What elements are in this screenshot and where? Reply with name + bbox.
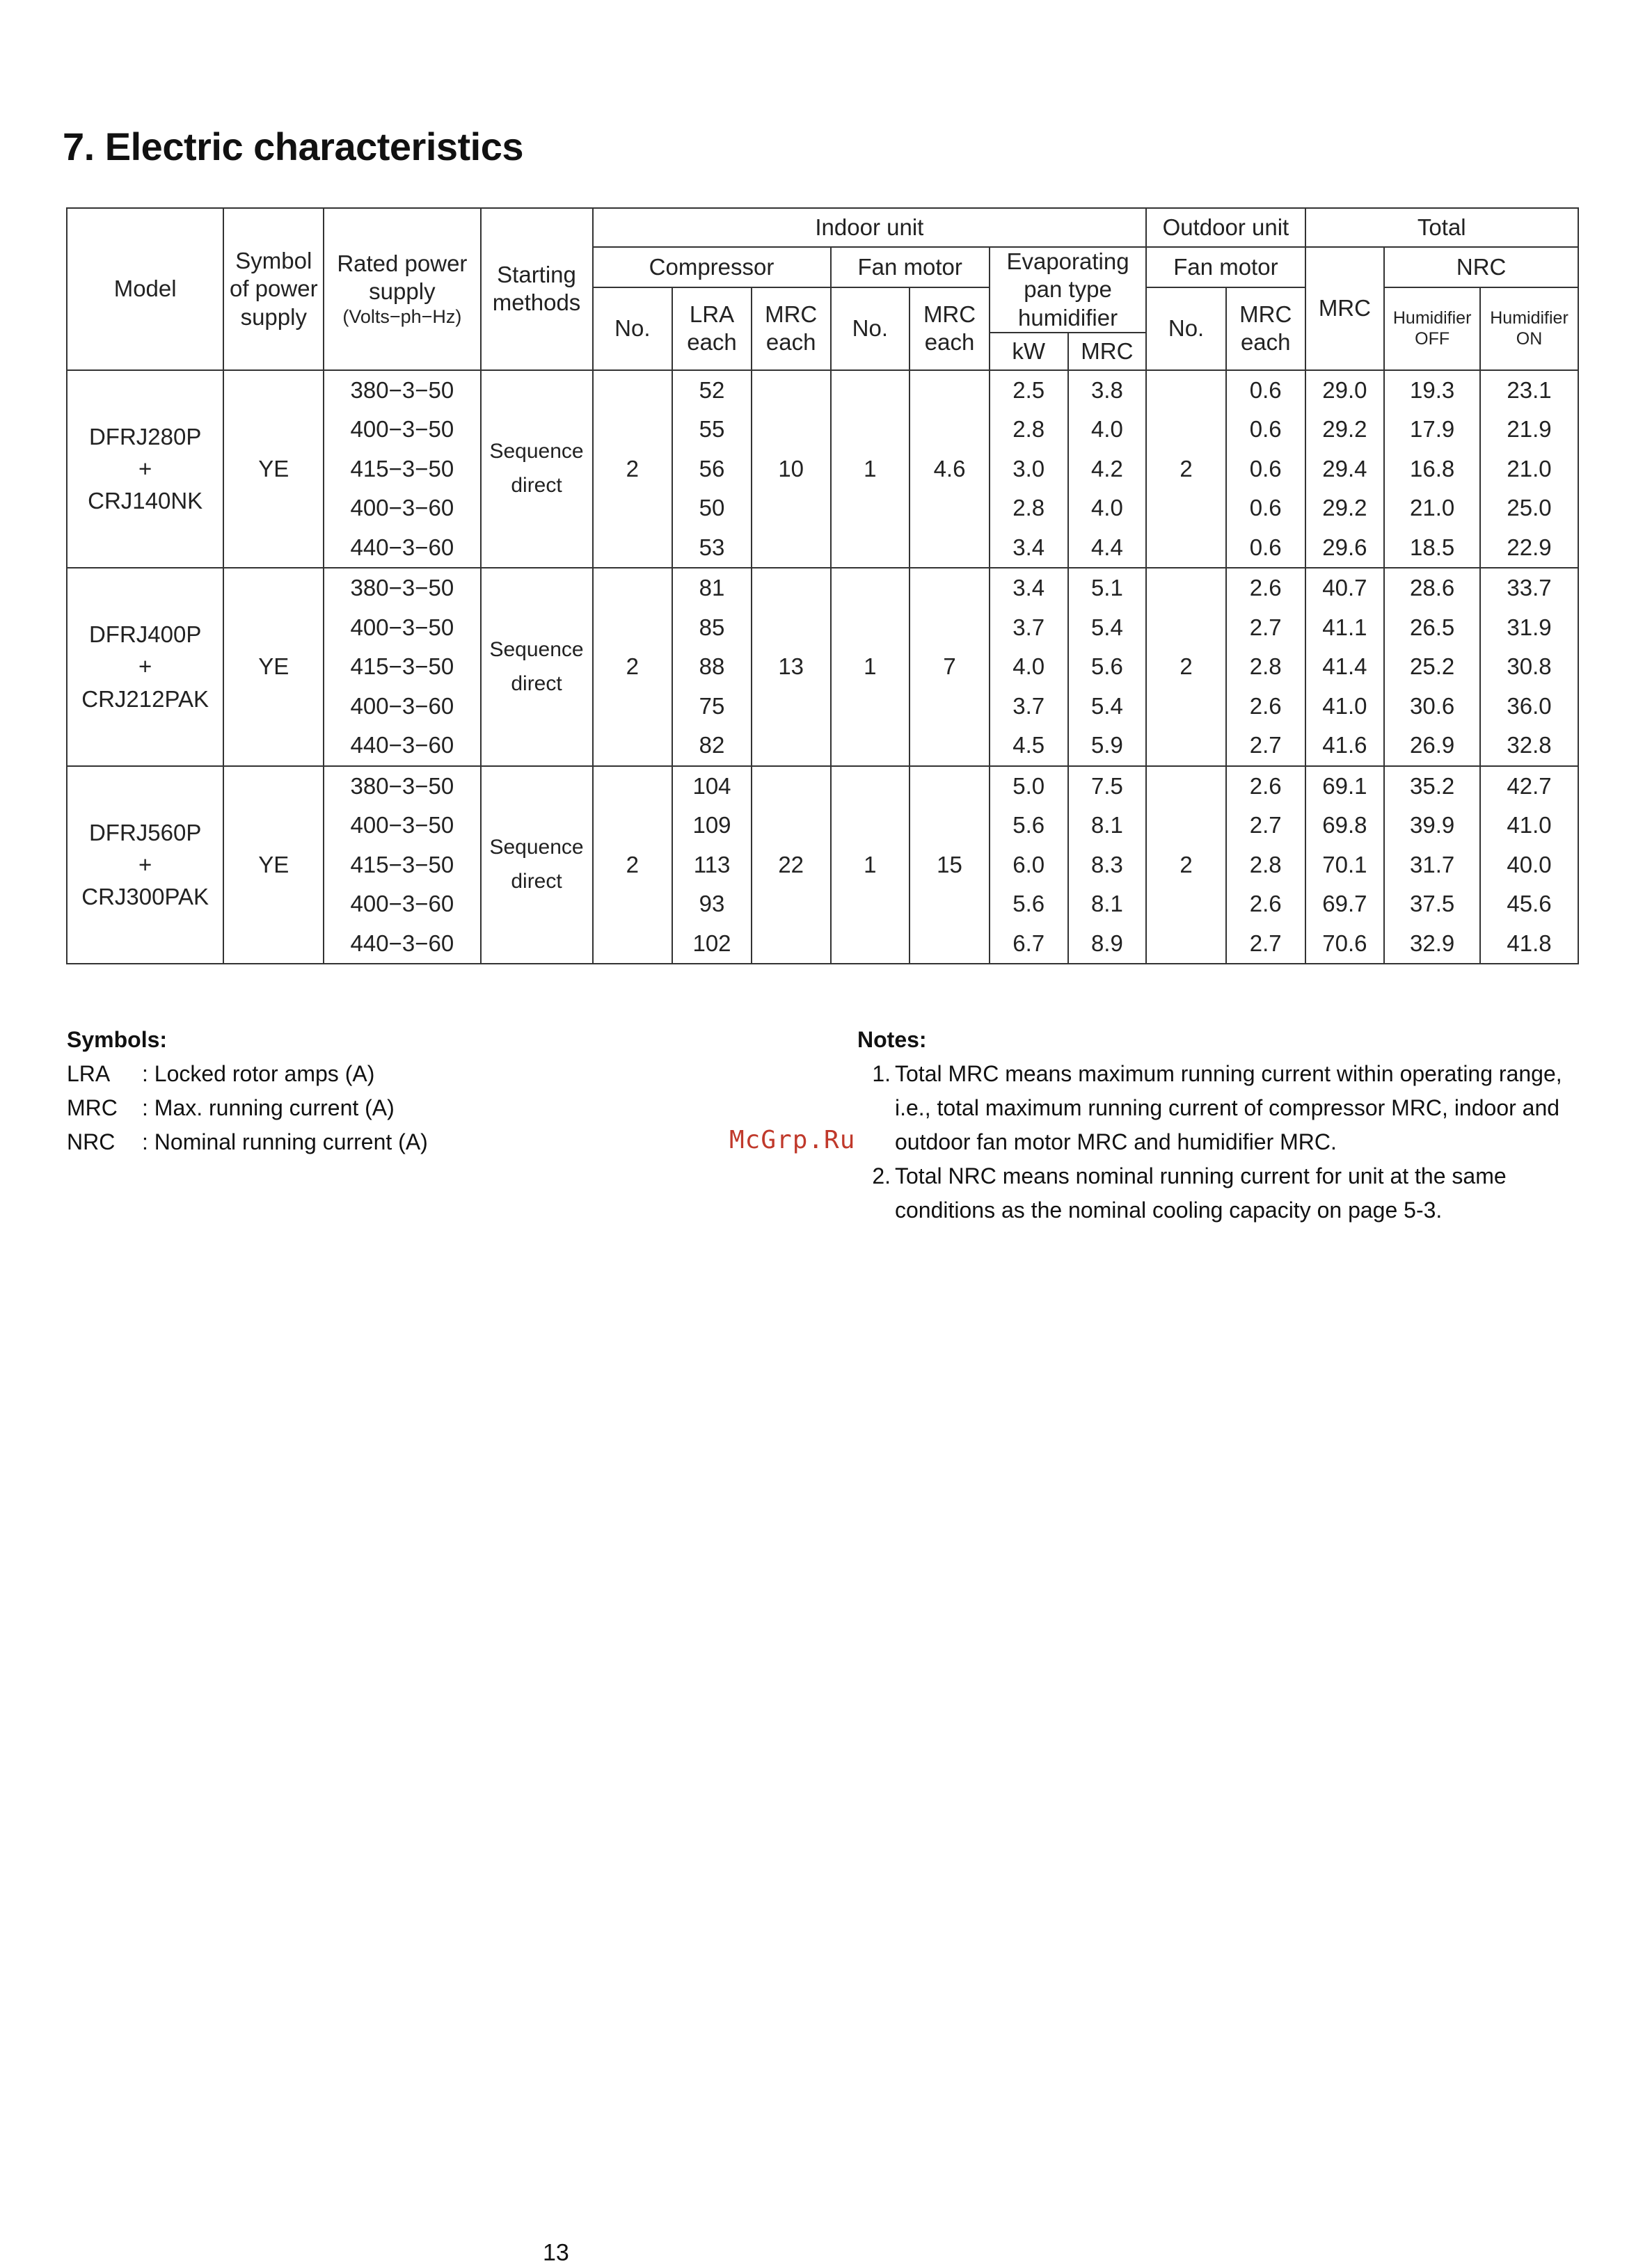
- header-rated: [324, 208, 480, 370]
- power-supply-cell: 415−3−50: [324, 450, 480, 489]
- symbols-heading: Symbols:: [67, 1027, 168, 1052]
- humidifier-kw-cell: 3.7: [990, 687, 1068, 726]
- lra-cell: 50: [672, 488, 752, 528]
- humidifier-kw-cell: 4.5: [990, 726, 1068, 766]
- header-symbol: [223, 208, 324, 370]
- symbol-cell: YE: [223, 766, 324, 964]
- nrc-humidifier-off-cell: 31.7: [1384, 845, 1480, 885]
- humidifier-kw-cell: 2.8: [990, 410, 1068, 450]
- nrc-humidifier-off-cell: 35.2: [1384, 766, 1480, 806]
- humidifier-kw-cell: 4.0: [990, 647, 1068, 687]
- total-mrc-cell: 69.7: [1305, 884, 1385, 924]
- nrc-humidifier-on-cell: 45.6: [1480, 884, 1578, 924]
- table-row: [67, 766, 1578, 806]
- table-body: [67, 370, 1578, 964]
- lra-cell: 93: [672, 884, 752, 924]
- humidifier-kw-cell: 2.5: [990, 370, 1068, 411]
- nrc-humidifier-off-cell: 18.5: [1384, 528, 1480, 568]
- notes-heading: Notes:: [857, 1027, 927, 1052]
- outdoor-fan-no-cell: 2: [1146, 568, 1226, 766]
- nrc-humidifier-on-cell: 32.8: [1480, 726, 1578, 766]
- compressor-mrc-cell: 13: [752, 568, 831, 766]
- fan-no-cell: 1: [831, 370, 910, 568]
- total-mrc-cell: 29.0: [1305, 370, 1385, 411]
- fan-mrc-cell: 4.6: [910, 370, 990, 568]
- note-number: 2.: [872, 1163, 891, 1188]
- total-mrc-cell: 69.8: [1305, 806, 1385, 845]
- outdoor-fan-mrc-cell: 0.6: [1226, 450, 1305, 489]
- total-mrc-cell: 29.4: [1305, 450, 1385, 489]
- compressor-no-cell: 2: [593, 766, 673, 964]
- power-supply-cell: 440−3−60: [324, 528, 480, 568]
- compressor-no-cell: 2: [593, 568, 673, 766]
- starting-method-cell: [481, 370, 593, 568]
- header-comp-lra: LRA each: [672, 287, 752, 370]
- total-mrc-cell: 70.1: [1305, 845, 1385, 885]
- nrc-humidifier-on-cell: 41.0: [1480, 806, 1578, 845]
- header-humidifier-off: Humidifier OFF: [1384, 287, 1480, 370]
- fan-no-cell: 1: [831, 568, 910, 766]
- humidifier-kw-cell: 3.4: [990, 568, 1068, 608]
- humidifier-kw-cell: 5.6: [990, 884, 1068, 924]
- notes-section: [857, 1023, 1581, 1227]
- model-name-indoor: DFRJ400P: [88, 621, 202, 648]
- starting-method-cell: [481, 568, 593, 766]
- power-supply-cell: 400−3−60: [324, 884, 480, 924]
- nrc-humidifier-off-cell: 37.5: [1384, 884, 1480, 924]
- humidifier-mrc-cell: 8.1: [1068, 884, 1147, 924]
- header-fan-no: No.: [831, 287, 910, 370]
- page-number: 13: [543, 2239, 569, 2266]
- header-fan-mrc: MRC each: [910, 287, 990, 370]
- power-supply-cell: 440−3−60: [324, 924, 480, 964]
- humidifier-mrc-cell: 8.9: [1068, 924, 1147, 964]
- header-fan-motor: Fan motor: [831, 247, 990, 287]
- humidifier-kw-cell: 3.4: [990, 528, 1068, 568]
- nrc-humidifier-on-cell: 22.9: [1480, 528, 1578, 568]
- nrc-humidifier-off-cell: 30.6: [1384, 687, 1480, 726]
- nrc-humidifier-on-cell: 31.9: [1480, 608, 1578, 648]
- header-rated-label: Rated power supply: [337, 250, 468, 304]
- note-text: Total NRC means nominal running current for unit at the same conditions as the nominal cooling capacity on page 5-3.: [895, 1163, 1507, 1223]
- header-out-fan-mrc: MRC each: [1226, 287, 1305, 370]
- model-plus: +: [138, 653, 152, 680]
- outdoor-fan-mrc-cell: 0.6: [1226, 528, 1305, 568]
- outdoor-fan-mrc-cell: 2.7: [1226, 924, 1305, 964]
- total-mrc-cell: 29.6: [1305, 528, 1385, 568]
- lra-cell: 75: [672, 687, 752, 726]
- humidifier-mrc-cell: 5.1: [1068, 568, 1147, 608]
- outdoor-fan-mrc-cell: 2.6: [1226, 687, 1305, 726]
- starting-line-2: direct: [511, 870, 562, 893]
- humidifier-kw-cell: 3.0: [990, 450, 1068, 489]
- header-indoor-unit: Indoor unit: [593, 208, 1147, 247]
- lra-cell: 102: [672, 924, 752, 964]
- total-mrc-cell: 70.6: [1305, 924, 1385, 964]
- outdoor-fan-mrc-cell: 2.6: [1226, 568, 1305, 608]
- power-supply-cell: 400−3−50: [324, 608, 480, 648]
- nrc-humidifier-off-cell: 26.5: [1384, 608, 1480, 648]
- note-item: [857, 1159, 1581, 1227]
- outdoor-fan-no-cell: 2: [1146, 766, 1226, 964]
- starting-line-1: Sequence: [489, 637, 584, 661]
- fan-mrc-cell: 7: [910, 568, 990, 766]
- compressor-mrc-cell: 10: [752, 370, 831, 568]
- note-text: Total MRC means maximum running current within operating range, i.e., total maximum running current of compressor MRC, indoor and outdoor fan motor MRC and humidifier MRC.: [895, 1061, 1562, 1154]
- total-mrc-cell: 41.1: [1305, 608, 1385, 648]
- starting-line-2: direct: [511, 474, 562, 497]
- outdoor-fan-mrc-cell: 2.8: [1226, 647, 1305, 687]
- humidifier-mrc-cell: 4.2: [1068, 450, 1147, 489]
- model-name-indoor: DFRJ560P: [88, 819, 202, 845]
- compressor-no-cell: 2: [593, 370, 673, 568]
- power-supply-cell: 380−3−50: [324, 568, 480, 608]
- humidifier-mrc-cell: 8.1: [1068, 806, 1147, 845]
- outdoor-fan-mrc-cell: 0.6: [1226, 488, 1305, 528]
- nrc-humidifier-on-cell: 33.7: [1480, 568, 1578, 608]
- fan-mrc-cell: 15: [910, 766, 990, 964]
- humidifier-kw-cell: 5.6: [990, 806, 1068, 845]
- note-number: 1.: [872, 1061, 891, 1086]
- header-outdoor-unit: Outdoor unit: [1146, 208, 1305, 247]
- humidifier-mrc-cell: 4.4: [1068, 528, 1147, 568]
- outdoor-fan-mrc-cell: 2.6: [1226, 766, 1305, 806]
- power-supply-cell: 400−3−60: [324, 488, 480, 528]
- note-item: [857, 1057, 1581, 1159]
- outdoor-fan-mrc-cell: 2.7: [1226, 726, 1305, 766]
- nrc-humidifier-off-cell: 32.9: [1384, 924, 1480, 964]
- humidifier-mrc-cell: 5.4: [1068, 687, 1147, 726]
- power-supply-cell: 415−3−50: [324, 845, 480, 885]
- header-rated-unit: (Volts−ph−Hz): [342, 306, 462, 328]
- nrc-humidifier-on-cell: 41.8: [1480, 924, 1578, 964]
- header-total-mrc: MRC: [1305, 247, 1385, 370]
- humidifier-mrc-cell: 7.5: [1068, 766, 1147, 806]
- power-supply-cell: 400−3−60: [324, 687, 480, 726]
- model-name-outdoor: CRJ140NK: [88, 488, 203, 514]
- lra-cell: 82: [672, 726, 752, 766]
- header-model: Model: [67, 208, 223, 370]
- humidifier-mrc-cell: 5.9: [1068, 726, 1147, 766]
- header-kw: kW: [990, 333, 1068, 370]
- model-plus: +: [138, 455, 152, 482]
- humidifier-kw-cell: 6.0: [990, 845, 1068, 885]
- symbol-item: [67, 1057, 428, 1091]
- symbol-desc: : Nominal running current (A): [142, 1129, 428, 1154]
- header-symbol-label: Symbol of power supply: [229, 248, 318, 330]
- total-mrc-cell: 29.2: [1305, 488, 1385, 528]
- nrc-humidifier-on-cell: 21.0: [1480, 450, 1578, 489]
- header-comp-mrc: MRC each: [752, 287, 831, 370]
- humidifier-mrc-cell: 8.3: [1068, 845, 1147, 885]
- header-starting: Starting methods: [481, 208, 593, 370]
- header-nrc: NRC: [1384, 247, 1578, 287]
- nrc-humidifier-on-cell: 36.0: [1480, 687, 1578, 726]
- header-evaporating: Evaporating pan type humidifier: [990, 247, 1146, 333]
- header-outdoor-fan-motor: Fan motor: [1146, 247, 1305, 287]
- total-mrc-cell: 40.7: [1305, 568, 1385, 608]
- power-supply-cell: 380−3−50: [324, 766, 480, 806]
- electric-characteristics-table: [66, 207, 1579, 964]
- page-title: 7. Electric characteristics: [63, 125, 524, 168]
- symbol-desc: : Max. running current (A): [142, 1095, 395, 1120]
- symbol-abbr: LRA: [67, 1061, 111, 1086]
- header-humidifier-on: Humidifier ON: [1480, 287, 1578, 370]
- model-cell: [67, 766, 223, 964]
- lra-cell: 104: [672, 766, 752, 806]
- starting-line-2: direct: [511, 671, 562, 695]
- power-supply-cell: 400−3−50: [324, 806, 480, 845]
- starting-method-cell: [481, 766, 593, 964]
- symbol-item: [67, 1125, 428, 1159]
- model-name-indoor: DFRJ280P: [88, 423, 202, 450]
- model-name-outdoor: CRJ300PAK: [81, 884, 209, 910]
- model-name-outdoor: CRJ212PAK: [81, 685, 209, 712]
- lra-cell: 53: [672, 528, 752, 568]
- humidifier-mrc-cell: 4.0: [1068, 488, 1147, 528]
- nrc-humidifier-on-cell: 42.7: [1480, 766, 1578, 806]
- header-comp-no: No.: [593, 287, 673, 370]
- humidifier-kw-cell: 3.7: [990, 608, 1068, 648]
- table-row: [67, 568, 1578, 608]
- watermark: McGrp.Ru: [729, 1126, 856, 1154]
- table-row: [67, 370, 1578, 411]
- total-mrc-cell: 69.1: [1305, 766, 1385, 806]
- total-mrc-cell: 29.2: [1305, 410, 1385, 450]
- header-out-fan-no: No.: [1146, 287, 1226, 370]
- humidifier-kw-cell: 5.0: [990, 766, 1068, 806]
- nrc-humidifier-off-cell: 39.9: [1384, 806, 1480, 845]
- starting-line-1: Sequence: [489, 836, 584, 859]
- header-total: Total: [1305, 208, 1578, 247]
- symbol-desc: : Locked rotor amps (A): [142, 1061, 375, 1086]
- fan-no-cell: 1: [831, 766, 910, 964]
- model-plus: +: [138, 851, 152, 877]
- symbol-abbr: NRC: [67, 1129, 116, 1154]
- nrc-humidifier-off-cell: 25.2: [1384, 647, 1480, 687]
- outdoor-fan-no-cell: 2: [1146, 370, 1226, 568]
- total-mrc-cell: 41.0: [1305, 687, 1385, 726]
- header-hum-mrc: MRC: [1068, 333, 1147, 370]
- humidifier-mrc-cell: 3.8: [1068, 370, 1147, 411]
- power-supply-cell: 415−3−50: [324, 647, 480, 687]
- power-supply-cell: 380−3−50: [324, 370, 480, 411]
- model-cell: [67, 568, 223, 766]
- nrc-humidifier-on-cell: 23.1: [1480, 370, 1578, 411]
- outdoor-fan-mrc-cell: 2.7: [1226, 806, 1305, 845]
- starting-line-1: Sequence: [489, 440, 584, 463]
- humidifier-mrc-cell: 4.0: [1068, 410, 1147, 450]
- nrc-humidifier-on-cell: 25.0: [1480, 488, 1578, 528]
- nrc-humidifier-off-cell: 16.8: [1384, 450, 1480, 489]
- humidifier-mrc-cell: 5.4: [1068, 608, 1147, 648]
- nrc-humidifier-off-cell: 17.9: [1384, 410, 1480, 450]
- lra-cell: 52: [672, 370, 752, 411]
- humidifier-kw-cell: 6.7: [990, 924, 1068, 964]
- lra-cell: 113: [672, 845, 752, 885]
- symbol-abbr: MRC: [67, 1095, 118, 1120]
- symbols-legend: [67, 1023, 428, 1159]
- nrc-humidifier-off-cell: 19.3: [1384, 370, 1480, 411]
- symbol-cell: YE: [223, 568, 324, 766]
- outdoor-fan-mrc-cell: 0.6: [1226, 370, 1305, 411]
- header-compressor: Compressor: [593, 247, 831, 287]
- lra-cell: 55: [672, 410, 752, 450]
- power-supply-cell: 400−3−50: [324, 410, 480, 450]
- model-cell: [67, 370, 223, 568]
- outdoor-fan-mrc-cell: 0.6: [1226, 410, 1305, 450]
- outdoor-fan-mrc-cell: 2.8: [1226, 845, 1305, 885]
- total-mrc-cell: 41.6: [1305, 726, 1385, 766]
- nrc-humidifier-off-cell: 21.0: [1384, 488, 1480, 528]
- humidifier-mrc-cell: 5.6: [1068, 647, 1147, 687]
- nrc-humidifier-on-cell: 30.8: [1480, 647, 1578, 687]
- lra-cell: 109: [672, 806, 752, 845]
- nrc-humidifier-on-cell: 40.0: [1480, 845, 1578, 885]
- outdoor-fan-mrc-cell: 2.6: [1226, 884, 1305, 924]
- symbol-cell: YE: [223, 370, 324, 568]
- lra-cell: 56: [672, 450, 752, 489]
- symbol-item: [67, 1091, 428, 1125]
- lra-cell: 81: [672, 568, 752, 608]
- humidifier-kw-cell: 2.8: [990, 488, 1068, 528]
- lra-cell: 85: [672, 608, 752, 648]
- outdoor-fan-mrc-cell: 2.7: [1226, 608, 1305, 648]
- compressor-mrc-cell: 22: [752, 766, 831, 964]
- nrc-humidifier-on-cell: 21.9: [1480, 410, 1578, 450]
- total-mrc-cell: 41.4: [1305, 647, 1385, 687]
- nrc-humidifier-off-cell: 28.6: [1384, 568, 1480, 608]
- lra-cell: 88: [672, 647, 752, 687]
- power-supply-cell: 440−3−60: [324, 726, 480, 766]
- nrc-humidifier-off-cell: 26.9: [1384, 726, 1480, 766]
